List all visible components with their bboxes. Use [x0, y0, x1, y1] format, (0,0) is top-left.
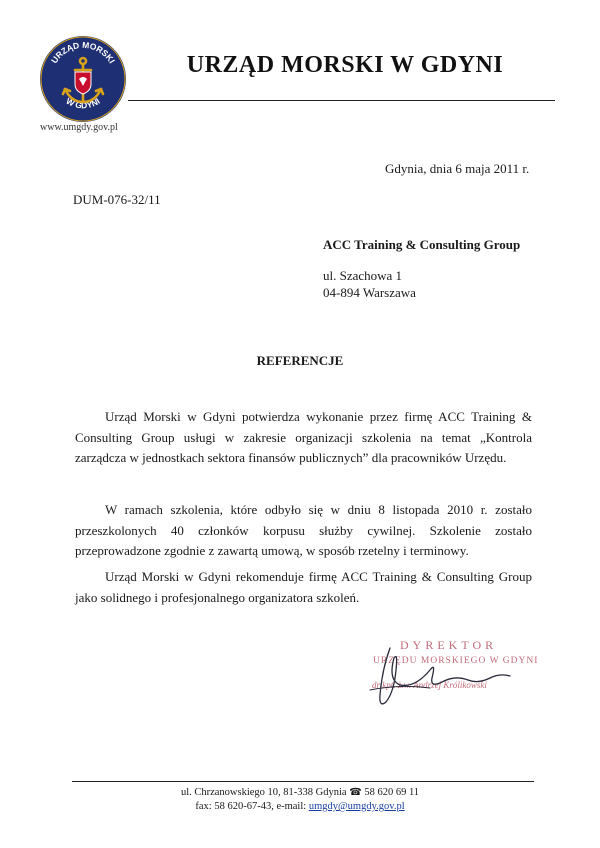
- footer-address: ul. Chrzanowskiego 10, 81-338 Gdynia: [180, 787, 347, 798]
- logo-text-top: URZĄD MORSKI: [49, 39, 118, 66]
- stamp-name: dr kpt. ż.w. Andrzej Królikowski: [372, 680, 487, 690]
- logo-text-bottom: W GDYNI: [64, 95, 102, 111]
- footer-divider: [72, 781, 534, 782]
- paragraph-text: Urząd Morski w Gdyni rekomenduje firmę ACC Training & Consulting Group jako solidnego i profesjonalnego organizatora szkoleń.: [75, 569, 532, 605]
- footer-contact-line: [0, 787, 600, 798]
- website-url[interactable]: www.umgdy.gov.pl: [40, 122, 118, 133]
- telephone-icon: ☎: [349, 787, 362, 798]
- org-title: URZĄD MORSKI W GDYNI: [186, 52, 504, 78]
- footer-email-link[interactable]: umgdy@umgdy.gov.pl: [308, 801, 405, 812]
- recipient-city: 04-894 Warszawa: [323, 285, 416, 300]
- recipient-street: ul. Szachowa 1: [323, 268, 403, 283]
- body-paragraph: [75, 567, 532, 608]
- handwritten-signature: [360, 640, 530, 720]
- header-divider: [128, 100, 555, 101]
- paragraph-text: W ramach szkolenia, które odbyło się w dniu 8 listopada 2010 r. zostało przeszkolonych 40 członków korpusu służby cywilnej. Szkolenie zostało przeprowadzone zgodnie z zawartą umową, w sposób rzetelny i terminowy.: [75, 502, 532, 558]
- paragraph-text: Urząd Morski w Gdyni potwierdza wykonanie przez firmę ACC Training & Consulting Group usługi w zakresie organizacji szkolenia na temat „Kontrola zarządcza w jednostkach sektora finansów publicznych” dla pracowników Urzędu.: [75, 409, 532, 465]
- body-paragraph: [75, 500, 532, 562]
- recipient-name: ACC Training & Consulting Group: [323, 237, 521, 252]
- stamp-title: DYREKTOR: [400, 638, 498, 652]
- stamp-org: URZĘDU MORSKIEGO W GDYNI: [373, 656, 539, 666]
- eagle-shield-icon: [75, 72, 91, 94]
- reference-number: DUM-076-32/11: [73, 192, 161, 207]
- footer-fax: fax: 58 620-67-43, e-mail:: [195, 801, 309, 812]
- footer-phone: 58 620 69 11: [364, 787, 420, 798]
- document-title: REFERENCJE: [256, 353, 344, 368]
- footer-fax-email-line: [0, 801, 600, 812]
- maritime-office-logo: [38, 34, 128, 124]
- letter-date: Gdynia, dnia 6 maja 2011 r.: [385, 161, 530, 176]
- body-paragraph: [75, 407, 532, 469]
